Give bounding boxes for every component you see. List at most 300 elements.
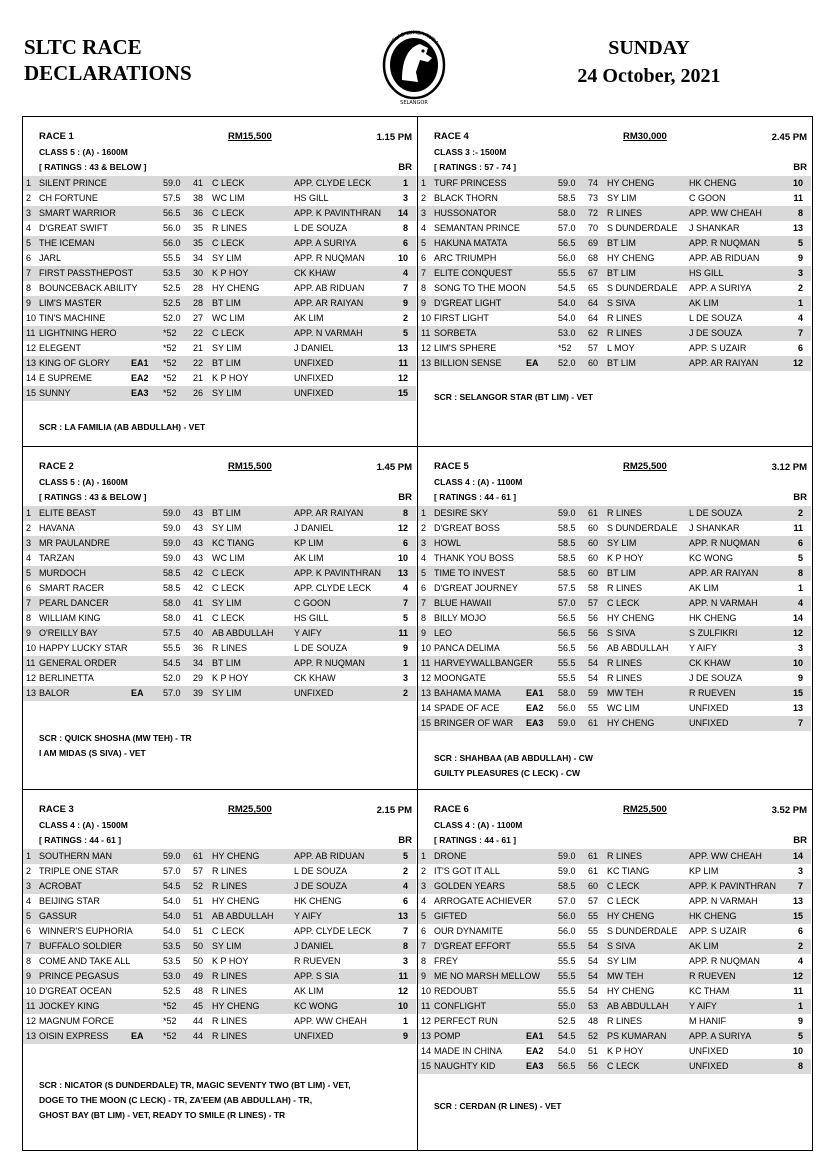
barrier-number: 2: [797, 941, 803, 951]
jockey-name: HY CHENG: [607, 911, 655, 921]
trainer-name: J DE SOUZA: [689, 328, 743, 338]
runner-number: 15: [26, 388, 37, 398]
horse-rating: 29: [193, 673, 204, 683]
horse-name: E SUPREME: [39, 373, 93, 383]
handicap-weight: 57.0: [163, 688, 181, 698]
race-class: CLASS 4 : (A) - 1100M: [434, 820, 523, 830]
trainer-name: UNFIXED: [294, 688, 334, 698]
emergency-acceptor: EA1: [131, 358, 149, 368]
jockey-name: SY LIM: [212, 941, 242, 951]
horse-rating: 51: [588, 1046, 599, 1056]
jockey-name: BT LIM: [607, 268, 636, 278]
trainer-name: AK LIM: [294, 986, 324, 996]
barrier-number: 2: [402, 313, 408, 323]
barrier-number: 11: [793, 193, 803, 203]
table-row: [418, 326, 811, 341]
horse-rating: 36: [193, 643, 204, 653]
runner-number: 12: [421, 343, 432, 353]
jockey-name: SY LIM: [607, 193, 637, 203]
race-time: 1.15 PM: [376, 132, 412, 143]
runner-number: 3: [421, 208, 427, 218]
horse-rating: 43: [193, 508, 204, 518]
barrier-number: 13: [397, 911, 408, 921]
horse-name: JOCKEY KING: [39, 1001, 100, 1011]
scratchings-note: GHOST BAY (BT LIM) - VET, READY TO SMILE (R LINES) - TR: [39, 1110, 286, 1120]
horse-name: COME AND TAKE ALL: [39, 956, 131, 966]
barrier-number: 4: [797, 313, 803, 323]
race-date-block: [549, 34, 749, 90]
horse-name: WILLIAM KING: [39, 613, 101, 623]
handicap-weight: 58.5: [163, 568, 181, 578]
handicap-weight: 52.5: [163, 986, 181, 996]
horse-rating: 44: [193, 1031, 204, 1041]
trainer-name: APP. S SIA: [294, 971, 339, 981]
horse-name: POMP: [434, 1031, 461, 1041]
runner-number: 3: [26, 881, 32, 891]
table-row: [418, 521, 811, 536]
table-row: [23, 371, 416, 386]
barrier-number: 11: [398, 971, 408, 981]
horse-rating: 60: [588, 358, 599, 368]
table-row: [418, 671, 811, 686]
horse-name: D'GREAT JOURNEY: [434, 583, 518, 593]
horse-rating: 61: [588, 866, 599, 876]
trainer-name: AK LIM: [689, 298, 719, 308]
trainer-name: KP LIM: [689, 866, 719, 876]
runner-number: 7: [421, 268, 427, 278]
barrier-number: 13: [397, 343, 408, 353]
jockey-name: AB ABDULLAH: [607, 643, 669, 653]
trainer-name: APP. N VARMAH: [294, 328, 363, 338]
jockey-name: R LINES: [212, 643, 248, 653]
handicap-weight: *52: [163, 328, 177, 338]
horse-rating: 49: [193, 971, 204, 981]
table-row: [23, 326, 416, 341]
barrier-number: 1: [797, 1001, 803, 1011]
horse-name: GIFTED: [434, 911, 467, 921]
runner-number: 4: [421, 223, 427, 233]
trainer-name: APP. K PAVINTHRAN: [294, 208, 382, 218]
horse-name: MR PAULANDRE: [39, 538, 110, 548]
horse-name: WINNER'S EUPHORIA: [39, 926, 133, 936]
race-title: RACE 6: [434, 804, 469, 815]
table-row: [418, 626, 811, 641]
horse-rating: 42: [193, 583, 204, 593]
table-row: [23, 626, 416, 641]
horse-rating: 54: [588, 986, 599, 996]
horse-rating: 28: [193, 283, 204, 293]
table-row: [23, 894, 416, 909]
barrier-number: 4: [402, 268, 408, 278]
horse-name: MADE IN CHINA: [434, 1046, 503, 1056]
runner-number: 10: [421, 313, 432, 323]
horse-name: PERFECT RUN: [434, 1016, 498, 1026]
runner-number: 14: [26, 373, 37, 383]
runner-number: 3: [421, 538, 427, 548]
runner-number: 9: [421, 298, 427, 308]
barrier-number: 2: [402, 688, 408, 698]
runner-table: [23, 849, 416, 1044]
trainer-name: CK KHAW: [294, 673, 336, 683]
table-row: [23, 969, 416, 984]
svg-text:SELANGOR: SELANGOR: [400, 100, 428, 106]
trainer-name: J DE SOUZA: [294, 881, 348, 891]
emergency-acceptor: EA1: [526, 1031, 544, 1041]
table-row: [23, 641, 416, 656]
horse-rating: 59: [588, 688, 599, 698]
jockey-name: HY CHENG: [212, 851, 260, 861]
race-title: RACE 1: [39, 131, 74, 142]
handicap-weight: 59.0: [163, 851, 181, 861]
runner-number: 14: [421, 1046, 432, 1056]
handicap-weight: 53.5: [163, 956, 181, 966]
handicap-weight: 53.5: [163, 941, 181, 951]
horse-name: ACROBAT: [39, 881, 82, 891]
table-row: [418, 251, 811, 266]
barrier-number: 1: [402, 658, 408, 668]
race-time: 2.15 PM: [376, 805, 412, 816]
trainer-name: UNFIXED: [689, 703, 729, 713]
table-row: [418, 566, 811, 581]
barrier-number: 5: [797, 1031, 803, 1041]
barrier-header: BR: [398, 835, 412, 846]
handicap-weight: 56.0: [163, 238, 181, 248]
jockey-name: S DUNDERDALE: [607, 283, 678, 293]
barrier-number: 8: [797, 208, 803, 218]
jockey-name: BT LIM: [212, 298, 241, 308]
runner-number: 13: [26, 358, 37, 368]
handicap-weight: 54.0: [163, 926, 181, 936]
handicap-weight: 55.5: [163, 253, 181, 263]
horse-rating: 74: [588, 178, 599, 188]
barrier-number: 9: [797, 673, 803, 683]
handicap-weight: 54.0: [163, 896, 181, 906]
trainer-name: J SHANKAR: [689, 523, 740, 533]
handicap-weight: 57.0: [558, 223, 576, 233]
runner-number: 6: [421, 926, 427, 936]
runner-number: 4: [26, 553, 32, 563]
jockey-name: BT LIM: [607, 568, 636, 578]
trainer-name: J DANIEL: [294, 343, 334, 353]
scratchings-note: SCR : QUICK SHOSHA (MW TEH) - TR: [39, 733, 192, 743]
horse-name: BUFFALO SOLDIER: [39, 941, 123, 951]
barrier-number: 9: [402, 643, 408, 653]
jockey-name: R LINES: [607, 673, 643, 683]
horse-rating: 60: [588, 523, 599, 533]
horse-rating: 40: [193, 628, 204, 638]
trainer-name: J DE SOUZA: [689, 673, 743, 683]
handicap-weight: 57.5: [163, 628, 181, 638]
horse-rating: 51: [193, 911, 204, 921]
barrier-number: 12: [792, 358, 803, 368]
trainer-name: L DE SOUZA: [689, 313, 743, 323]
barrier-number: 1: [402, 1016, 408, 1026]
handicap-weight: 55.5: [558, 971, 576, 981]
svg-text:KELAB LUMBA KUDA: KELAB LUMBA KUDA: [388, 29, 440, 47]
jockey-name: S DUNDERDALE: [607, 926, 678, 936]
trainer-name: APP. R NUQMAN: [689, 538, 760, 548]
horse-rating: 34: [193, 253, 204, 263]
horse-name: BERLINETTA: [39, 673, 94, 683]
table-row: [23, 566, 416, 581]
runner-number: 5: [421, 238, 427, 248]
jockey-name: SY LIM: [212, 388, 242, 398]
table-row: [23, 686, 416, 701]
scratchings-note: SCR : LA FAMILIA (AB ABDULLAH) - VET: [39, 422, 206, 432]
table-row: [23, 611, 416, 626]
handicap-weight: 59.0: [558, 718, 576, 728]
trainer-name: HK CHENG: [689, 911, 737, 921]
trainer-name: C GOON: [689, 193, 726, 203]
jockey-name: S SIVA: [607, 628, 636, 638]
barrier-number: 4: [402, 881, 408, 891]
table-row: [418, 536, 811, 551]
horse-rating: 43: [193, 523, 204, 533]
barrier-number: 14: [792, 613, 803, 623]
barrier-number: 9: [402, 1031, 408, 1041]
runner-number: 4: [26, 223, 32, 233]
trainer-name: C GOON: [294, 598, 331, 608]
horse-name: OISIN EXPRESS: [39, 1031, 109, 1041]
horse-name: GOLDEN YEARS: [434, 881, 505, 891]
runner-number: 5: [26, 238, 32, 248]
horse-name: FIRST LIGHT: [434, 313, 489, 323]
barrier-number: 4: [402, 583, 408, 593]
runner-number: 1: [26, 508, 32, 518]
handicap-weight: 52.0: [558, 358, 576, 368]
barrier-number: 4: [797, 598, 803, 608]
horse-name: MAGNUM FORCE: [39, 1016, 114, 1026]
handicap-weight: 59.0: [558, 508, 576, 518]
emergency-acceptor: EA: [131, 1031, 144, 1041]
race-purse: RM25,500: [623, 461, 667, 472]
horse-name: PANCA DELIMA: [434, 643, 500, 653]
horse-rating: 41: [193, 613, 204, 623]
jockey-name: PS KUMARAN: [607, 1031, 667, 1041]
barrier-number: 10: [397, 253, 408, 263]
jockey-name: L MOY: [607, 343, 635, 353]
trainer-name: HS GILL: [689, 268, 724, 278]
horse-name: BRINGER OF WAR: [434, 718, 514, 728]
trainer-name: APP. AB RIDUAN: [294, 283, 365, 293]
barrier-number: 8: [402, 223, 408, 233]
horse-name: ELITE CONQUEST: [434, 268, 513, 278]
trainer-name: Y AIFY: [689, 643, 717, 653]
runner-number: 5: [26, 568, 32, 578]
trainer-name: APP. AR RAIYAN: [689, 568, 759, 578]
horse-name: LIGHTNING HERO: [39, 328, 117, 338]
handicap-weight: 58.0: [558, 688, 576, 698]
horse-rating: 57: [588, 343, 599, 353]
race-class: CLASS 3 :- 1500M: [434, 147, 507, 157]
jockey-name: R LINES: [607, 658, 643, 668]
trainer-name: M HANIF: [689, 1016, 726, 1026]
jockey-name: HY CHENG: [212, 896, 260, 906]
jockey-name: SY LIM: [212, 688, 242, 698]
scratchings-note: SCR : SHAHBAA (AB ABDULLAH) - CW: [434, 753, 593, 763]
race-panel: [23, 117, 416, 446]
barrier-number: 7: [402, 283, 408, 293]
jockey-name: WC LIM: [212, 193, 245, 203]
race-class: CLASS 4 : (A) - 1100M: [434, 477, 523, 487]
scratchings-note: SCR : NICATOR (S DUNDERDALE) TR, MAGIC SEVENTY TWO (BT LIM) - VET,: [39, 1080, 351, 1090]
trainer-name: APP. A SURIYA: [689, 1031, 752, 1041]
horse-name: BLACK THORN: [434, 193, 498, 203]
emergency-acceptor: EA3: [526, 718, 544, 728]
horse-rating: 52: [193, 881, 204, 891]
trainer-name: APP. K PAVINTHRAN: [294, 568, 382, 578]
handicap-weight: 55.5: [558, 941, 576, 951]
table-row: [23, 954, 416, 969]
runner-number: 8: [26, 613, 32, 623]
runner-number: 13: [26, 688, 37, 698]
barrier-number: 14: [397, 208, 408, 218]
trainer-name: R RUEVEN: [689, 688, 736, 698]
horse-rating: 70: [588, 223, 599, 233]
table-row: [23, 551, 416, 566]
barrier-header: BR: [793, 492, 807, 503]
handicap-weight: *52: [163, 1031, 177, 1041]
trainer-name: KC WONG: [294, 1001, 338, 1011]
trainer-name: UNFIXED: [689, 1061, 729, 1071]
horse-rating: 36: [193, 208, 204, 218]
horse-rating: 65: [588, 283, 599, 293]
trainer-name: APP. K PAVINTHRAN: [689, 881, 777, 891]
table-row: [418, 999, 811, 1014]
emergency-acceptor: EA1: [526, 688, 544, 698]
table-row: [418, 356, 811, 371]
table-row: [418, 864, 811, 879]
horse-name: HAVANA: [39, 523, 75, 533]
jockey-name: SY LIM: [212, 253, 242, 263]
trainer-name: AK LIM: [689, 941, 719, 951]
table-row: [418, 954, 811, 969]
horse-rating: 39: [193, 688, 204, 698]
barrier-number: 6: [797, 343, 803, 353]
trainer-name: L DE SOUZA: [294, 643, 348, 653]
runner-number: 10: [26, 643, 37, 653]
handicap-weight: 54.0: [163, 911, 181, 921]
runner-number: 7: [26, 941, 32, 951]
barrier-header: BR: [398, 492, 412, 503]
barrier-number: 10: [792, 658, 803, 668]
barrier-number: 9: [797, 253, 803, 263]
barrier-number: 7: [797, 718, 803, 728]
table-row: [418, 281, 811, 296]
handicap-weight: 54.5: [558, 1031, 576, 1041]
horse-rating: 54: [588, 673, 599, 683]
horse-name: D'GREAT EFFORT: [434, 941, 511, 951]
runner-number: 7: [421, 941, 427, 951]
runner-number: 9: [26, 628, 32, 638]
runner-table: [23, 176, 416, 401]
horse-rating: 55: [588, 911, 599, 921]
table-row: [23, 206, 416, 221]
barrier-number: 6: [402, 238, 408, 248]
table-row: [23, 909, 416, 924]
horse-name: TARZAN: [39, 553, 75, 563]
jockey-name: R LINES: [607, 328, 643, 338]
barrier-number: 10: [397, 1001, 408, 1011]
barrier-number: 3: [402, 673, 408, 683]
runner-number: 5: [421, 911, 427, 921]
runner-number: 11: [421, 1001, 431, 1011]
race-purse: RM25,500: [228, 804, 272, 815]
table-row: [23, 341, 416, 356]
emergency-acceptor: EA2: [526, 703, 544, 713]
trainer-name: Y AIFY: [294, 911, 322, 921]
barrier-number: 13: [792, 703, 803, 713]
table-row: [23, 939, 416, 954]
table-row: [418, 1029, 811, 1044]
scratchings-note: I AM MIDAS (S SIVA) - VET: [39, 748, 146, 758]
jockey-name: HY CHENG: [212, 283, 260, 293]
runner-number: 10: [26, 313, 37, 323]
horse-name: MOONGATE: [434, 673, 486, 683]
handicap-weight: 57.0: [558, 896, 576, 906]
trainer-name: HS GILL: [294, 613, 329, 623]
race-ratings: [ RATINGS : 44 - 61 ]: [434, 835, 517, 845]
handicap-weight: 58.0: [163, 613, 181, 623]
handicap-weight: 56.5: [558, 643, 576, 653]
table-row: [418, 1044, 811, 1059]
handicap-weight: *52: [558, 343, 572, 353]
horse-name: NAUGHTY KID: [434, 1061, 496, 1071]
trainer-name: APP. A SURIYA: [689, 283, 752, 293]
horse-name: THE ICEMAN: [39, 238, 95, 248]
runner-number: 6: [26, 926, 32, 936]
emergency-acceptor: EA3: [131, 388, 149, 398]
handicap-weight: 53.5: [163, 268, 181, 278]
barrier-number: 7: [797, 328, 803, 338]
jockey-name: K P HOY: [212, 956, 249, 966]
table-row: [23, 281, 416, 296]
horse-rating: 45: [193, 1001, 204, 1011]
emergency-acceptor: EA: [526, 358, 539, 368]
horse-rating: 55: [588, 926, 599, 936]
handicap-weight: 59.0: [558, 851, 576, 861]
table-row: [23, 311, 416, 326]
runner-number: 11: [26, 658, 36, 668]
trainer-name: APP. WW CHEAH: [689, 208, 762, 218]
trainer-name: UNFIXED: [294, 358, 334, 368]
horse-rating: 35: [193, 223, 204, 233]
horse-rating: 56: [588, 1061, 599, 1071]
handicap-weight: 55.0: [558, 1001, 576, 1011]
runner-table: [418, 176, 811, 371]
table-row: [418, 984, 811, 999]
jockey-name: R LINES: [607, 313, 643, 323]
trainer-name: APP. AB RIDUAN: [689, 253, 760, 263]
jockey-name: R LINES: [607, 851, 643, 861]
horse-rating: 73: [588, 193, 599, 203]
handicap-weight: 57.5: [163, 193, 181, 203]
jockey-name: R LINES: [607, 583, 643, 593]
trainer-name: APP. CLYDE LECK: [294, 178, 372, 188]
emergency-acceptor: EA2: [526, 1046, 544, 1056]
jockey-name: HY CHENG: [212, 1001, 260, 1011]
handicap-weight: 59.0: [163, 508, 181, 518]
runner-number: 5: [26, 911, 32, 921]
table-row: [418, 221, 811, 236]
horse-rating: 51: [193, 896, 204, 906]
table-row: [418, 686, 811, 701]
jockey-name: HY CHENG: [607, 986, 655, 996]
scratchings-note: DOGE TO THE MOON (C LECK) - TR, ZA'EEM (AB ABDULLAH) - TR,: [39, 1095, 313, 1105]
horse-rating: 48: [193, 986, 204, 996]
horse-name: D'GREAT OCEAN: [39, 986, 112, 996]
handicap-weight: 56.0: [558, 253, 576, 263]
